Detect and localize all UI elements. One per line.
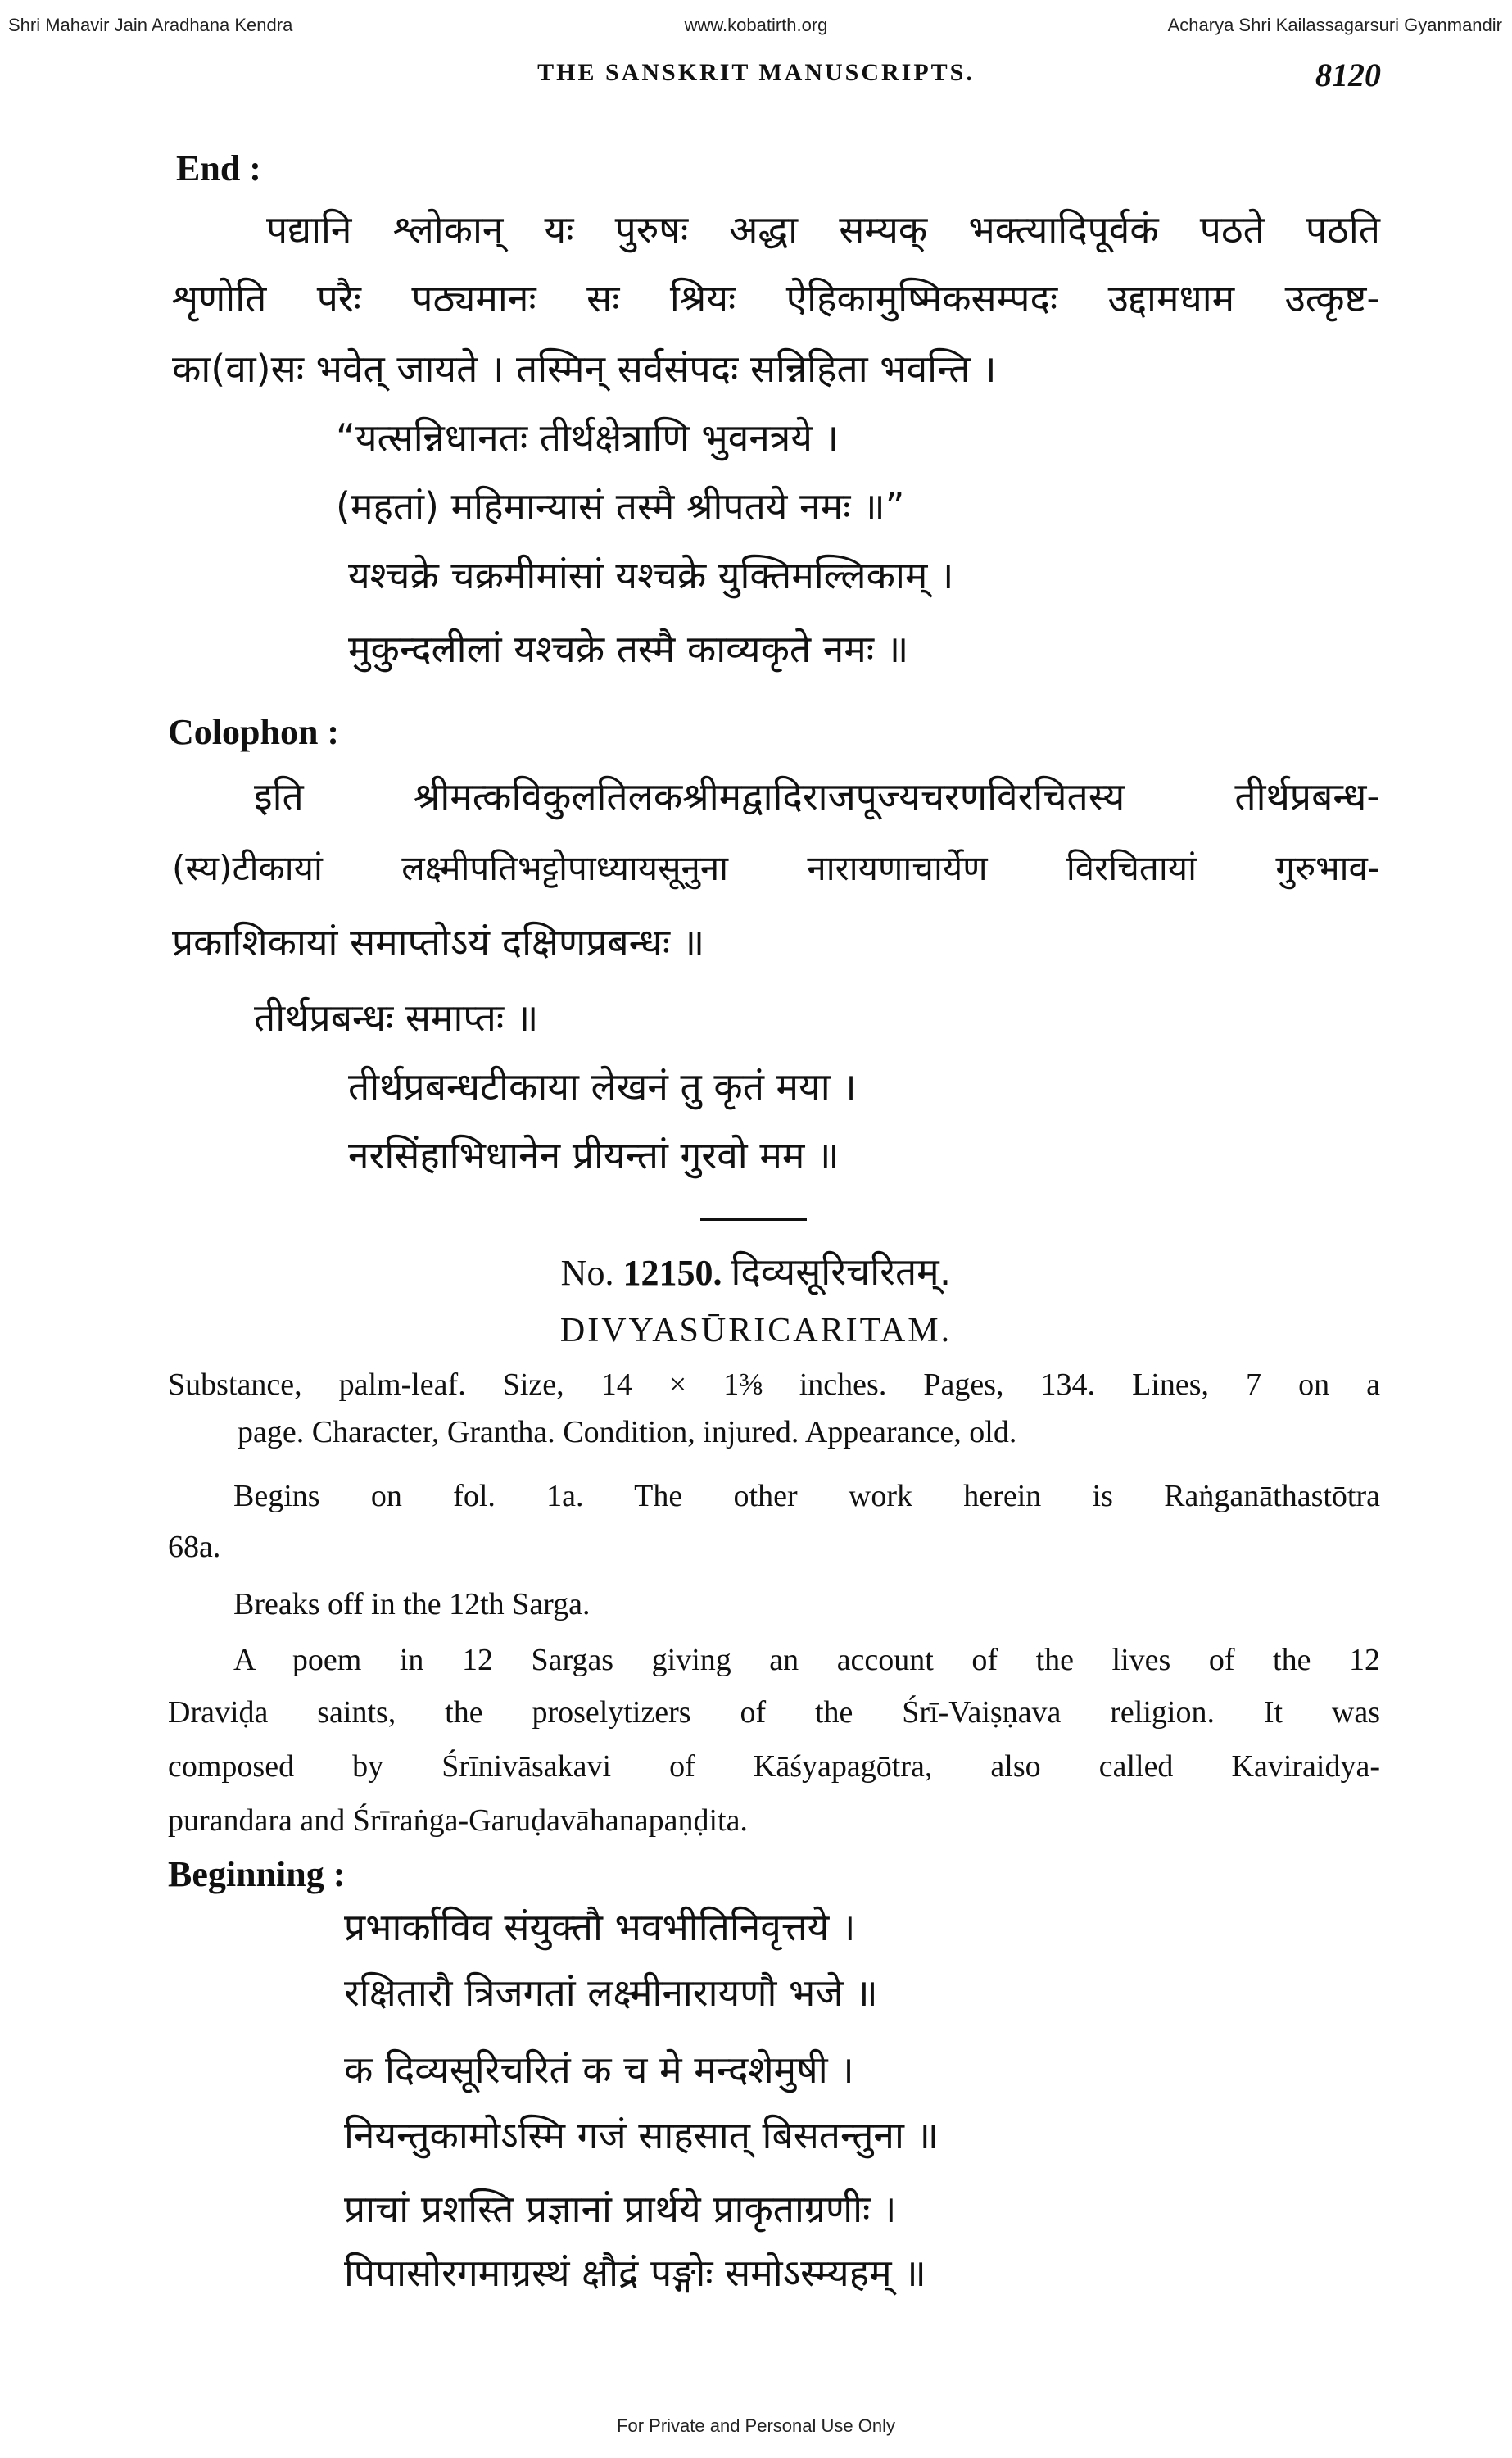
description-line-1: Substance, palm-leaf. Size, 14 × 1⅜ inches. Pages, 134. Lines, 7 on a — [168, 1367, 1380, 1402]
colophon-line-2: (स्य)टीकायां लक्ष्मीपतिभट्टोपाध्यायसूनुना नारायणाचार्येण विरचितायां गुरुभाव- — [172, 848, 1380, 888]
beginning-label: Beginning : — [168, 1854, 346, 1894]
beginning-verse-6: पिपासोरगमाग्रस्थं क्षौद्रं पङ्गोः समोऽस्म्यहम् ॥ — [344, 2251, 926, 2295]
end-label: End : — [176, 148, 261, 188]
end-verse-3: यश्चक्रे चक्रमीमांसां यश्चक्रे युक्तिमल्लिकाम् । — [348, 553, 954, 597]
end-line-3: का(वा)सः भवेत् जायते । तस्मिन् सर्वसंपदः सन्निहिता भवन्ति । — [172, 347, 997, 391]
colophon-line-4: तीर्थप्रबन्धः समाप्तः ॥ — [254, 995, 539, 1040]
colophon-line-1: इति श्रीमत्कविकुलतिलकश्रीमद्वादिराजपूज्यचरणविरचितस्य तीर्थप्रबन्ध- — [254, 774, 1380, 819]
end-verse-2: (महतां) महिमान्यासं तस्मै श्रीपतये नमः ॥” — [336, 484, 905, 528]
header-left-text: Shri Mahavir Jain Aradhana Kendra — [8, 15, 293, 35]
end-verse-4: मुकुन्दलीलां यश्चक्रे तस्मै काव्यकृते नमः ॥ — [348, 627, 909, 671]
section-divider — [700, 1218, 807, 1221]
entry-title-roman: DIVYASŪRICARITAM. — [559, 1312, 953, 1349]
paragraph3-line-4: purandara and Śrīraṅga-Garuḍavāhanapaṇḍita. — [168, 1803, 748, 1838]
paragraph3-line-3: composed by Śrīnivāsakavi of Kāśyapagōtra, also called Kaviraidya- — [168, 1749, 1380, 1784]
colophon-verse-2: नरसिंहाभिधानेन प्रीयन्तां गुरवो मम ॥ — [348, 1133, 840, 1177]
beginning-verse-3: क दिव्यसूरिचरितं क च मे मन्दशेमुषी । — [344, 2048, 854, 2092]
entry-number: 12150. — [622, 1253, 722, 1293]
colophon-label: Colophon : — [168, 712, 340, 752]
beginning-verse-2: रक्षितारौ त्रिजगतां लक्ष्मीनारायणौ भजे ॥ — [344, 1970, 878, 2015]
running-head: THE SANSKRIT MANUSCRIPTS. — [537, 59, 975, 86]
beginning-verse-4: नियन्तुकामोऽस्मि गजं साहसात् बिसतन्तुना ॥ — [344, 2113, 939, 2157]
beginning-verse-5: प्राचां प्रशस्ति प्रज्ञानां प्रार्थये प्राकृताग्रणीः । — [344, 2187, 897, 2231]
paragraph3-line-1: A poem in 12 Sargas giving an account of the lives of the 12 — [233, 1643, 1380, 1677]
description-line-2: page. Character, Grantha. Condition, injured. Appearance, old. — [238, 1415, 1017, 1449]
paragraph1-line-1: Begins on fol. 1a. The other work herein is Raṅganāthastōtra — [233, 1479, 1380, 1513]
footer-notice: For Private and Personal Use Only — [617, 2415, 895, 2436]
paragraph3-line-2: Draviḍa saints, the proselytizers of the Śrī-Vaiṣṇava religion. It was — [168, 1695, 1380, 1730]
paragraph2: Breaks off in the 12th Sarga. — [233, 1587, 591, 1621]
end-line-2: शृणोति परैः पठ्यमानः सः श्रियः ऐहिकामुष्मिकसम्पदः उद्दामधाम उत्कृष्ट- — [172, 276, 1380, 320]
colophon-line-3: प्रकाशिकायां समाप्तोऽयं दक्षिणप्रबन्धः ॥ — [172, 920, 705, 964]
page-number: 8120 — [1315, 57, 1381, 93]
colophon-verse-1: तीर्थप्रबन्धटीकाया लेखनं तु कृतं मया । — [348, 1064, 857, 1109]
entry-number-line — [0, 1245, 1512, 1296]
beginning-verse-1: प्रभार्काविव संयुक्तौ भवभीतिनिवृत्तये । — [344, 1905, 856, 1949]
end-line-1: पद्यानि श्लोकान् यः पुरुषः अद्धा सम्यक् भक्त्यादिपूर्वकं पठते पठति — [266, 207, 1380, 252]
entry-title-devanagari: दिव्यसूरिचरितम्. — [731, 1249, 952, 1294]
header-center-url: www.kobatirth.org — [684, 15, 828, 35]
header-right-text: Acharya Shri Kailassagarsuri Gyanmandir — [1167, 15, 1502, 35]
paragraph1-line-2: 68a. — [168, 1530, 221, 1564]
entry-number-label: No. — [560, 1253, 614, 1293]
end-verse-1: “यत्सन्निधानतः तीर्थक्षेत्राणि भुवनत्रये । — [336, 415, 839, 460]
